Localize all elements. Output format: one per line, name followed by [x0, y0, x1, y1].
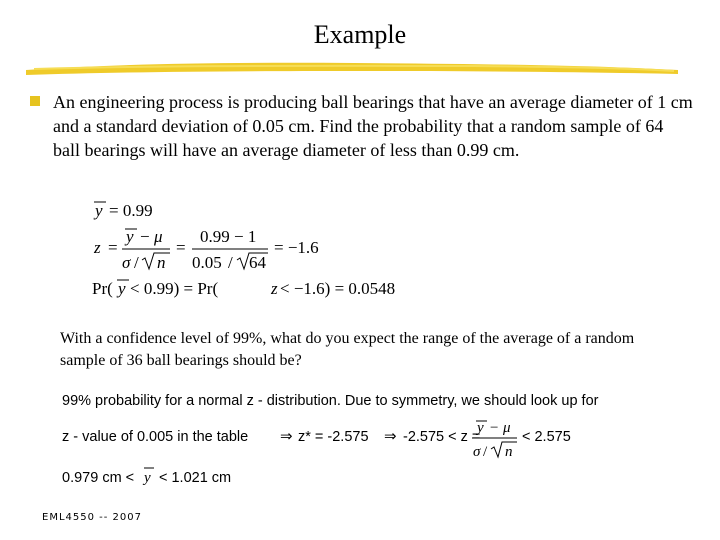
sigma-symbol-2: σ: [473, 444, 481, 460]
z-range-left: -2.575 < z =: [403, 429, 481, 445]
range-right: < 1.021 cm: [159, 470, 232, 486]
ybar-symbol-2: y: [126, 227, 134, 246]
z-result: = −1.6: [274, 238, 319, 257]
range-left: 0.979 cm <: [62, 470, 135, 486]
sigma-symbol: σ: [122, 253, 131, 272]
z-value-text: z - value of 0.005 in the table: [62, 429, 249, 445]
math-block-1: [92, 196, 396, 302]
footer-course-label: EML4550 -- 2007: [42, 512, 142, 523]
n-symbol: n: [157, 253, 166, 272]
radicand-value: 64: [249, 253, 266, 272]
slide-title: Example: [313, 20, 407, 49]
n-symbol-2: n: [505, 444, 513, 460]
bullet-square: [30, 96, 40, 106]
prob-middle: < 0.99) = Pr(: [130, 279, 219, 298]
minus-sign: −: [140, 227, 150, 246]
z-symbol: z: [94, 238, 101, 257]
implies-arrow-1: ⇒: [280, 428, 293, 445]
z-star-value: z* = -2.575: [298, 429, 369, 445]
problem-text: An engineering process is producing ball bearings that have an average diameter of 1 cm and a standard deviation of 0.05 cm. Find the probability that a random sample of 64 ball bearings will have an average diameter of less than 0.99 cm.: [53, 92, 693, 160]
mu-symbol: μ: [154, 227, 163, 246]
prob-z-symbol: z: [271, 279, 278, 298]
slash-3: /: [483, 444, 488, 460]
ybar-symbol-3: y: [118, 279, 126, 298]
minus-sign-2: −: [490, 420, 499, 436]
slash-2: /: [228, 253, 233, 272]
equals-1: =: [108, 238, 118, 257]
title-underline: [24, 56, 680, 78]
implies-arrow-2: ⇒: [384, 428, 397, 445]
question-text: With a confidence level of 99%, what do you expect the range of the average of a random sample of 36 ball bearings should be?: [60, 330, 635, 369]
ybar-symbol: y: [95, 201, 103, 220]
ybar-value: = 0.99: [109, 201, 153, 220]
denominator-value: 0.05: [192, 253, 222, 272]
z-lookup-text: 99% probability for a normal z - distribution. Due to symmetry, we should look up for: [62, 393, 599, 409]
math-block-2: [62, 386, 682, 486]
z-range-right: < 2.575: [522, 429, 571, 445]
prob-tail: < −1.6) = 0.0548: [280, 279, 396, 298]
prob-open: Pr(: [92, 279, 113, 298]
mu-symbol-2: μ: [503, 420, 511, 436]
slash-1: /: [134, 253, 139, 272]
ybar-symbol-4: y: [477, 420, 484, 436]
numerator-value: 0.99 − 1: [200, 227, 257, 246]
equals-2: =: [176, 238, 186, 257]
ybar-symbol-5: y: [144, 470, 151, 486]
